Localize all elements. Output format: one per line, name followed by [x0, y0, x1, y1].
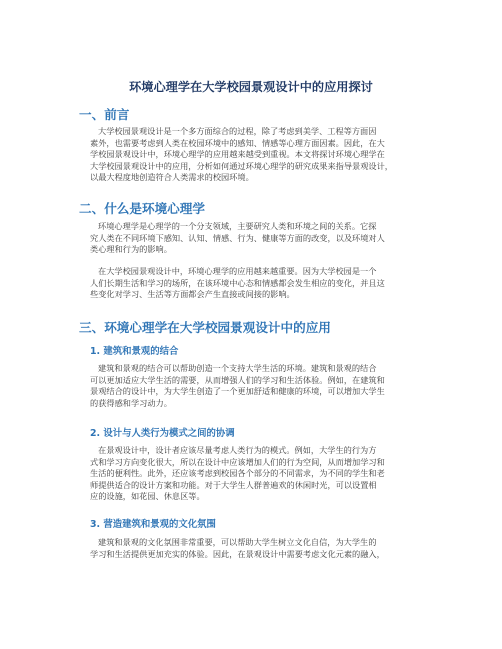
- text-line: 大学校园景观设计是一个多方面综合的过程，除了考虑到美学、工程等方面因: [98, 126, 377, 136]
- section-heading-application: 三、环境心理学在大学校园景观设计中的应用: [79, 320, 331, 335]
- text-line: 建筑和景观的结合可以帮助创造一个支持大学生活的环境。建筑和景观的结合: [98, 363, 377, 373]
- text-line: 在大学校园景观设计中，环境心理学的应用越来越重要。因为大学校园是一个: [98, 266, 377, 276]
- text-line: 应的设施，如花园、休息区等。: [90, 491, 205, 502]
- text-line: 在景观设计中，设计者应该尽量考虑人类行为的模式。例如，大学生的行为方: [98, 445, 377, 455]
- document-title: 环境心理学在大学校园景观设计中的应用探讨: [129, 80, 373, 94]
- paragraph: [90, 537, 410, 560]
- text-line: 的获得感和学习动力。: [90, 397, 172, 408]
- text-line: 式和学习方向变化很大，所以在设计中应该增加人们的行为空间，从而增加学习和: [90, 456, 385, 467]
- text-line: 大学校园景观设计中的应用，分析如何通过环境心理学的研究成果来指导景观设计，: [90, 160, 393, 171]
- text-line: 环境心理学是心理学的一个分支领域，主要研究人类和环境之间的关系。它探: [98, 221, 377, 231]
- text-line: 类心理和行为的影响。: [90, 244, 172, 255]
- text-line: 学校园景观设计中，环境心理学的应用越来越受到重视。本文将探讨环境心理学在: [90, 149, 385, 160]
- paragraph: [90, 445, 410, 503]
- subsection-heading-1: 1. 建筑和景观的结合: [90, 346, 179, 357]
- paragraph: [90, 266, 410, 301]
- text-line: 素外，也需要考虑到人类在校园环境中的感知、情感等心理方面因素。因此，在大: [90, 137, 385, 148]
- text-line: 学习和生活提供更加充实的体验。因此，在景观设计中需要考虑文化元素的融入，: [90, 548, 385, 559]
- text-line: 生活的便利性。此外，还应该考虑到校园各个部分的不同需求，为不同的学生和老: [90, 468, 385, 479]
- paragraph: [90, 126, 410, 184]
- section-heading-what-is: 二、什么是环境心理学: [79, 201, 205, 216]
- paragraph: [90, 221, 410, 256]
- subsection-heading-2: 2. 设计与人类行为模式之间的协调: [90, 428, 235, 439]
- text-line: 些变化对学习、生活等方面都会产生直接或间接的影响。: [90, 289, 295, 300]
- paragraph: [90, 363, 410, 409]
- text-line: 以最大程度地创造符合人类需求的校园环境。: [90, 172, 254, 183]
- text-line: 景观结合的设计中，为大学生创造了一个更加舒适和健康的环境，可以增加大学生: [90, 386, 385, 397]
- section-heading-preface: 一、前言: [79, 107, 130, 122]
- text-line: 师提供适合的设计方案和功能。对于大学生人群普遍欢的休闲时光，可以设置相: [90, 479, 377, 490]
- subsection-heading-3: 3. 营造建筑和景观的文化氛围: [90, 519, 216, 530]
- text-line: 人们长期生活和学习的场所，在该环境中心态和情感都会发生相应的变化，并且这: [90, 277, 385, 288]
- text-line: 可以更加适应大学生活的需要，从而增强人们的学习和生活体验。例如，在建筑和: [90, 374, 385, 385]
- text-line: 建筑和景观的文化氛围非常重要，可以帮助大学生树立文化自信，为大学生的: [98, 537, 377, 547]
- text-line: 究人类在不同环境下感知、认知、情感、行为、健康等方面的改变，以及环境对人: [90, 232, 385, 243]
